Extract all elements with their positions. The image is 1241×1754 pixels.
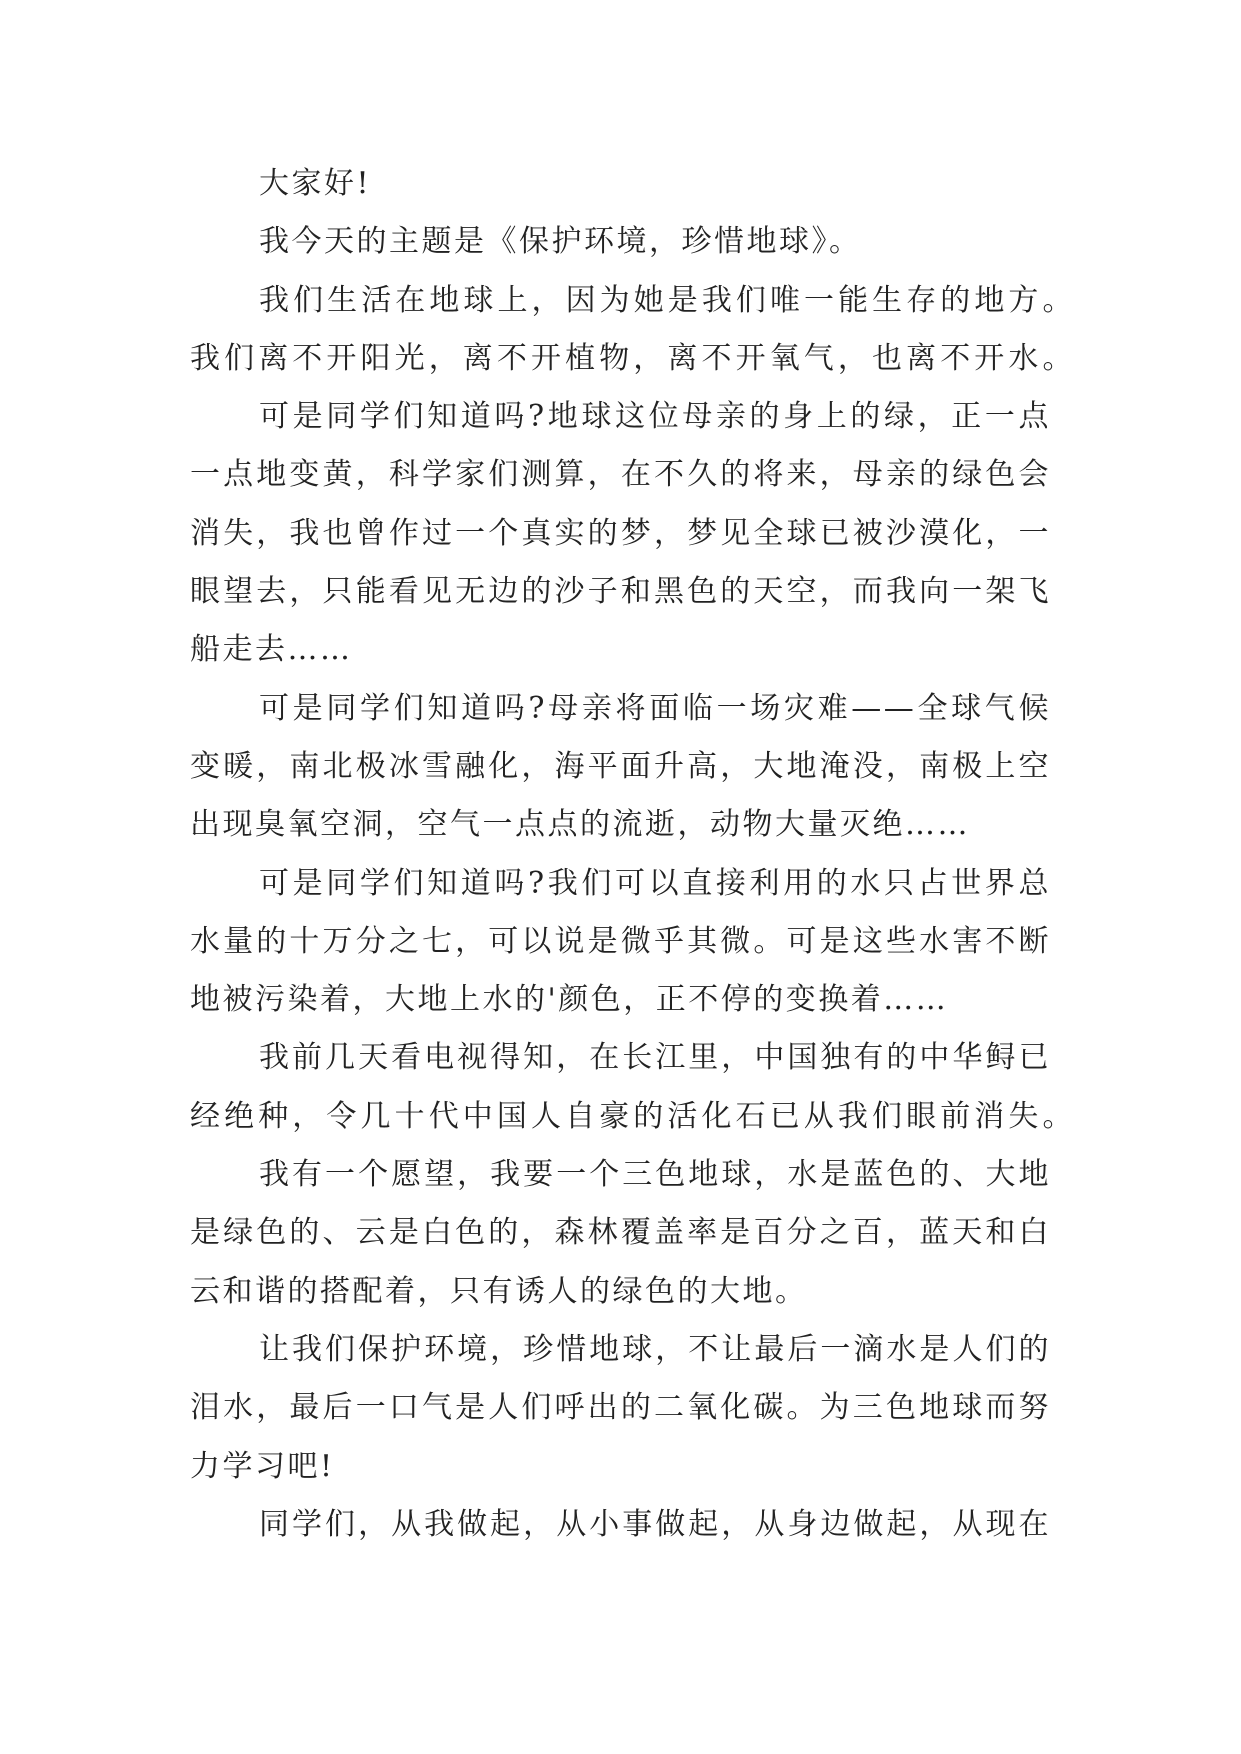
paragraph-6 [190,855,1051,1030]
text-line: 力学习吧! [190,1448,335,1484]
text-line: 经绝种，令几十代中国人自豪的活化石已从我们眼前消失。 [190,1098,1075,1134]
text-line: 让我们保护环境，珍惜地球，不让最后一滴水是人们的 [259,1331,1051,1367]
text-line: 船走去…… [190,632,353,668]
text-line: 变暖，南北极冰雪融化，海平面升高，大地淹没，南极上空 [190,748,1051,784]
text-line: 我今天的主题是《保护环境，珍惜地球》。 [259,224,862,260]
paragraph-10 [190,1496,1051,1554]
paragraph-9 [190,1321,1051,1496]
paragraph-3 [190,272,1075,389]
text-line: 眼望去，只能看见无边的沙子和黑色的天空，而我向一架飞 [190,574,1051,610]
text-line: 泪水，最后一口气是人们呼出的二氧化碳。为三色地球而努 [190,1390,1051,1426]
paragraph-7 [190,1029,1075,1146]
paragraph-4 [190,388,1051,679]
text-line: 一点地变黄，科学家们测算，在不久的将来，母亲的绿色会 [190,457,1051,493]
text-line: 我们离不开阳光，离不开植物，离不开氧气，也离不开水。 [190,340,1075,376]
paragraph-5 [190,680,1051,855]
text-line: 可是同学们知道吗?我们可以直接利用的水只占世界总 [259,865,1051,901]
text-line: 大家好! [259,166,372,201]
text-line: 我前几天看电视得知，在长江里，中国独有的中华鲟已 [259,1040,1051,1076]
text-line: 消失，我也曾作过一个真实的梦，梦见全球已被沙漠化，一 [190,515,1051,551]
text-line: 我们生活在地球上，因为她是我们唯一能生存的地方。 [259,282,1075,318]
text-line: 水量的十万分之七，可以说是微乎其微。可是这些水害不断 [190,923,1051,959]
text-line: 是绿色的、云是白色的，森林覆盖率是百分之百，蓝天和白 [190,1215,1051,1251]
text-line: 云和谐的搭配着，只有诱人的绿色的大地。 [190,1273,808,1309]
text-line: 同学们，从我做起，从小事做起，从身边做起，从现在 [259,1506,1051,1542]
paragraph-8 [190,1146,1051,1321]
text-line: 可是同学们知道吗?地球这位母亲的身上的绿，正一点 [259,399,1051,435]
text-line: 我有一个愿望，我要一个三色地球，水是蓝色的、大地 [259,1157,1051,1193]
text-line: 地被污染着，大地上水的'颜色，正不停的变换着…… [190,982,949,1018]
paragraph-topic [190,213,1051,271]
paragraph-greeting [190,155,1051,213]
document-body [190,155,1075,1554]
text-line: 可是同学们知道吗?母亲将面临一场灾难——全球气候 [259,690,1051,726]
text-line: 出现臭氧空洞，空气一点点的流逝，动物大量灭绝…… [190,807,970,843]
